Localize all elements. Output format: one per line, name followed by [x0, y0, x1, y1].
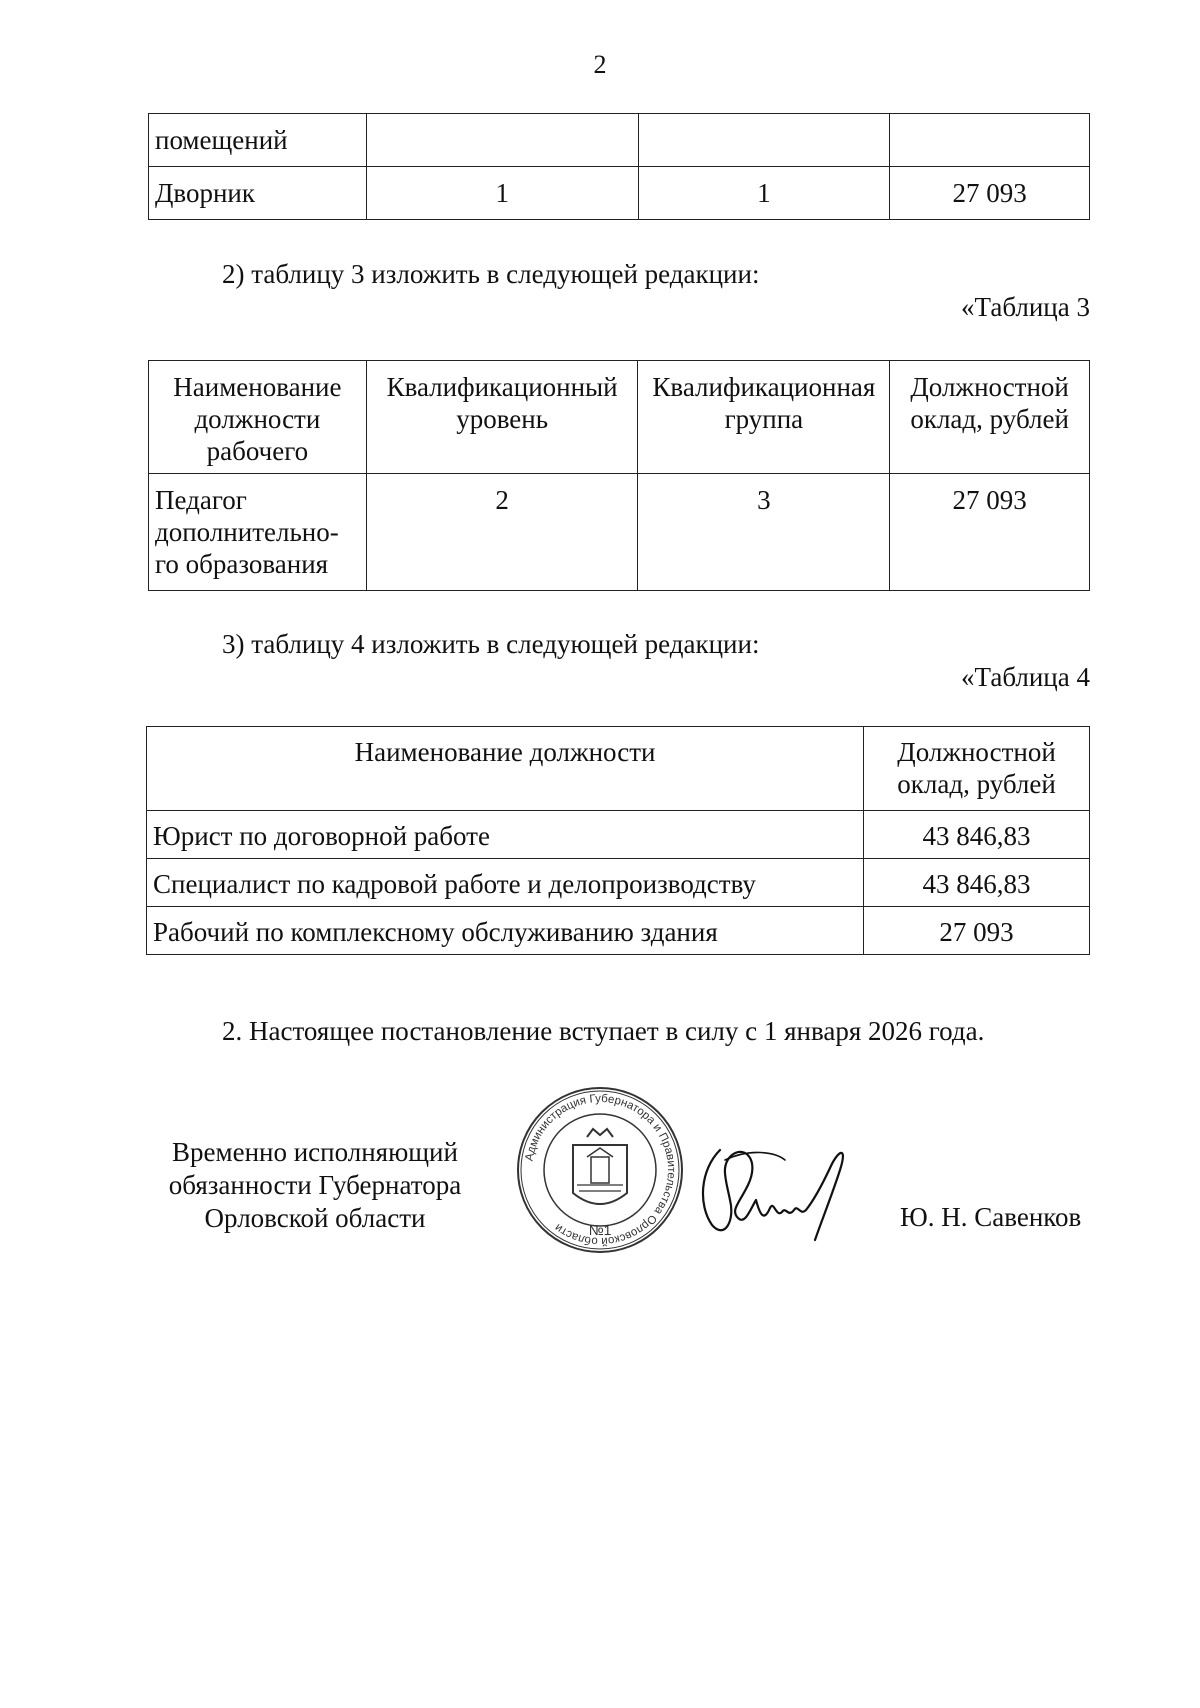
signatory-title — [150, 1136, 480, 1235]
table-cell: Специалист по кадровой работе и делопроизводству — [147, 859, 864, 907]
column-header: Наименование должности рабочего — [149, 361, 367, 474]
table-row — [147, 907, 1090, 955]
item-3-text: 3) таблицу 4 изложить в следующей редакции: — [222, 629, 760, 659]
table-row — [149, 114, 1090, 167]
handwritten-signature-icon — [690, 1130, 870, 1245]
table-3-caption: «Таблица 3 — [961, 292, 1090, 322]
table-row — [149, 167, 1090, 220]
table-cell — [366, 114, 638, 167]
column-header: Квалификационная группа — [638, 361, 890, 474]
item-2-text: 2) таблицу 3 изложить в следующей редакции: — [222, 259, 760, 289]
table-cell: помещений — [149, 114, 367, 167]
page-number: 2 — [593, 50, 607, 79]
signatory-title-line: Временно исполняющий — [172, 1137, 458, 1167]
table-cell: Дворник — [149, 167, 367, 220]
table-cell: Рабочий по комплексному обслуживанию здания — [147, 907, 864, 955]
table-cell — [890, 114, 1090, 167]
signatory-title-line: Орловской области — [204, 1203, 426, 1233]
clause-2-text: 2. Настоящее постановление вступает в силу с 1 января 2026 года. — [222, 1016, 985, 1046]
svg-text:№1: №1 — [588, 1222, 612, 1238]
table-cell: 2 — [366, 474, 638, 591]
table-cell: 27 093 — [890, 167, 1090, 220]
table-cell: 43 846,83 — [864, 859, 1090, 907]
table-row — [147, 859, 1090, 907]
table-cell — [638, 114, 890, 167]
column-header: Должностной оклад, рублей — [864, 727, 1090, 811]
table-cell: 27 093 — [890, 474, 1090, 591]
table-cell: 27 093 — [864, 907, 1090, 955]
svg-text:Администрация Губернатора и Пр: Администрация Губернатора и Правительства Орловской области — [523, 1092, 678, 1248]
table-row — [149, 474, 1090, 591]
official-seal-icon — [515, 1085, 685, 1255]
signatory-name: Ю. Н. Савенков — [900, 1202, 1082, 1232]
column-header: Квалификационный уровень — [366, 361, 638, 474]
table-cell: 3 — [638, 474, 890, 591]
table-4 — [146, 726, 1090, 955]
column-header: Наименование должности — [147, 727, 864, 811]
table-3 — [148, 360, 1090, 591]
table-cell: 1 — [366, 167, 638, 220]
column-header: Должностной оклад, рублей — [890, 361, 1090, 474]
table-cell: 1 — [638, 167, 890, 220]
table-cell: 43 846,83 — [864, 811, 1090, 859]
table-cell: Юрист по договорной работе — [147, 811, 864, 859]
table-4-caption: «Таблица 4 — [961, 662, 1090, 692]
table-continuation — [148, 113, 1090, 220]
table-header-row — [149, 361, 1090, 474]
table-row — [147, 811, 1090, 859]
signatory-title-line: обязанности Губернатора — [168, 1170, 462, 1200]
table-header-row — [147, 727, 1090, 811]
table-cell: Педагог дополнительно-го образования — [149, 474, 367, 591]
